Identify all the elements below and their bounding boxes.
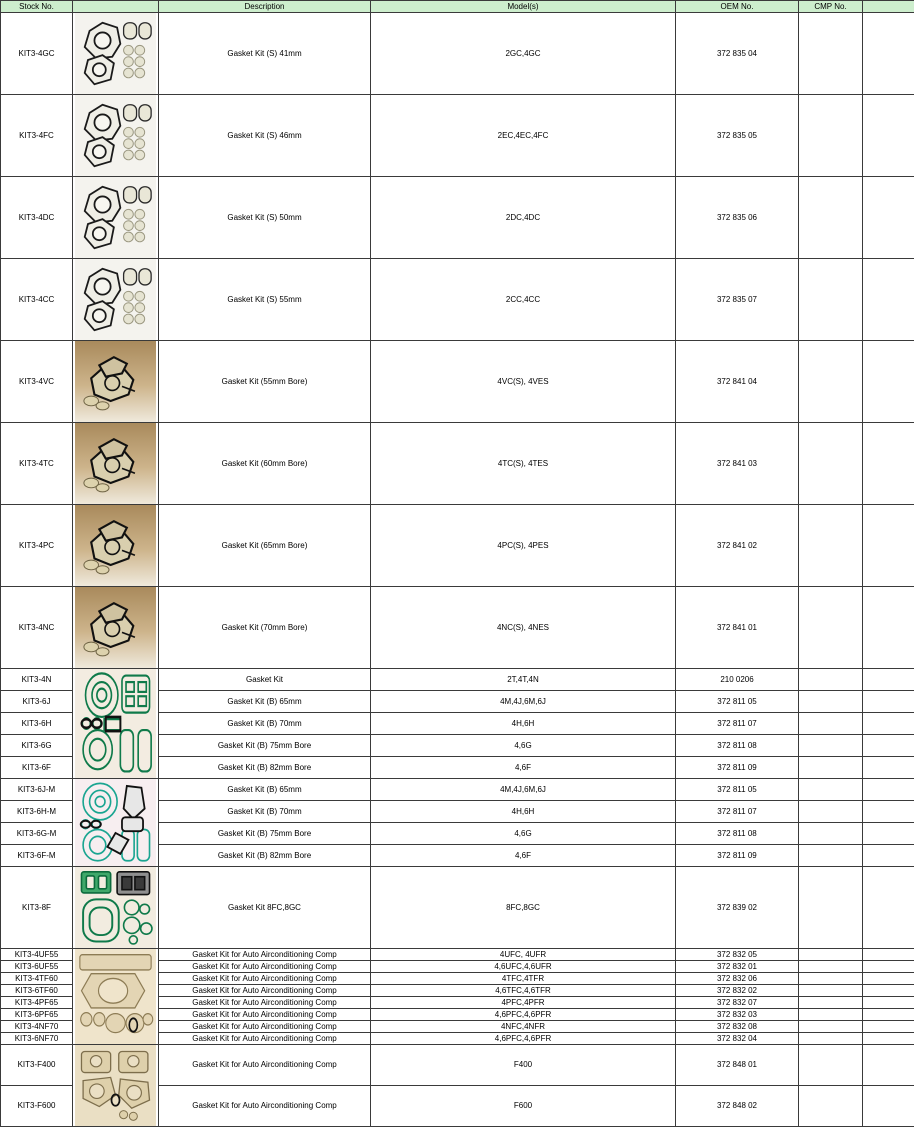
cell-oem-no: 372 841 02: [676, 505, 799, 587]
table-row: [1, 95, 914, 177]
cell-models: 4,6PFC,4,6PFR: [371, 1033, 676, 1045]
cell-stock-no: KIT3-F600: [1, 1086, 73, 1127]
cell-extra: [863, 341, 914, 423]
cell-models: 4TC(S), 4TES: [371, 423, 676, 505]
cell-oem-no: 372 835 04: [676, 13, 799, 95]
product-thumbnail: [73, 341, 159, 423]
cell-cmp-no: [799, 587, 863, 669]
cell-models: 4H,6H: [371, 713, 676, 735]
cell-models: 4TFC,4TFR: [371, 973, 676, 985]
gasket-kit-bore-tan-image: [75, 505, 156, 586]
cell-extra: [863, 587, 914, 669]
cell-oem-no: 372 811 07: [676, 801, 799, 823]
column-header-image: [73, 1, 159, 13]
cell-stock-no: KIT3-4PC: [1, 505, 73, 587]
cell-oem-no: 372 832 06: [676, 973, 799, 985]
cell-models: 4M,4J,6M,6J: [371, 779, 676, 801]
cell-oem-no: 372 832 02: [676, 985, 799, 997]
table-row: [1, 505, 914, 587]
cell-stock-no: KIT3-4TC: [1, 423, 73, 505]
column-header-extra: [863, 1, 914, 13]
cell-stock-no: KIT3-6F-M: [1, 845, 73, 867]
cell-models: F600: [371, 1086, 676, 1127]
cell-description: Gasket Kit (S) 46mm: [159, 95, 371, 177]
cell-extra: [863, 867, 914, 949]
cell-models: 8FC,8GC: [371, 867, 676, 949]
cell-cmp-no: [799, 1033, 863, 1045]
cell-cmp-no: [799, 985, 863, 997]
cell-models: 2T,4T,4N: [371, 669, 676, 691]
column-header-cmp-no: CMP No.: [799, 1, 863, 13]
cell-oem-no: 372 811 07: [676, 713, 799, 735]
cell-models: 4NFC,4NFR: [371, 1021, 676, 1033]
cell-stock-no: KIT3-4NF70: [1, 1021, 73, 1033]
cell-models: 4,6F: [371, 845, 676, 867]
gasket-kit-8f-green-image: [75, 867, 156, 948]
column-header-description: Description: [159, 1, 371, 13]
cell-oem-no: 372 841 04: [676, 341, 799, 423]
cell-extra: [863, 757, 914, 779]
cell-oem-no: 372 832 08: [676, 1021, 799, 1033]
cell-cmp-no: [799, 95, 863, 177]
cell-oem-no: 372 811 09: [676, 845, 799, 867]
table-row: [1, 177, 914, 259]
cell-cmp-no: [799, 845, 863, 867]
gasket-kit-bore-tan-image: [75, 423, 156, 504]
header-row: [1, 1, 914, 13]
cell-models: 2EC,4EC,4FC: [371, 95, 676, 177]
cell-cmp-no: [799, 177, 863, 259]
gasket-kit-ac-tan-image: [75, 949, 156, 1044]
cell-models: F400: [371, 1045, 676, 1086]
cell-stock-no: KIT3-6G: [1, 735, 73, 757]
cell-extra: [863, 13, 914, 95]
cell-models: 4,6F: [371, 757, 676, 779]
cell-cmp-no: [799, 13, 863, 95]
cell-oem-no: 210 0206: [676, 669, 799, 691]
cell-oem-no: 372 839 02: [676, 867, 799, 949]
cell-description: Gasket Kit for Auto Airconditioning Comp: [159, 1086, 371, 1127]
cell-models: 4,6UFC,4,6UFR: [371, 961, 676, 973]
cell-extra: [863, 259, 914, 341]
product-thumbnail-ac-set: [73, 949, 159, 1045]
cell-extra: [863, 949, 914, 961]
cell-description: Gasket Kit 8FC,8GC: [159, 867, 371, 949]
cell-stock-no: KIT3-6J-M: [1, 779, 73, 801]
cell-description: Gasket Kit (B) 70mm: [159, 713, 371, 735]
cell-cmp-no: [799, 949, 863, 961]
cell-description: Gasket Kit (S) 41mm: [159, 13, 371, 95]
cell-oem-no: 372 811 05: [676, 691, 799, 713]
cell-stock-no: KIT3-6H: [1, 713, 73, 735]
cell-cmp-no: [799, 757, 863, 779]
cell-stock-no: KIT3-6NF70: [1, 1033, 73, 1045]
cell-stock-no: KIT3-6TF60: [1, 985, 73, 997]
product-thumbnail: [73, 867, 159, 949]
table-row: [1, 779, 914, 801]
product-thumbnail: [73, 13, 159, 95]
cell-stock-no: KIT3-6UF55: [1, 961, 73, 973]
cell-oem-no: 372 811 05: [676, 779, 799, 801]
cell-extra: [863, 735, 914, 757]
gasket-kit-s-white-image: [75, 259, 156, 340]
cell-stock-no: KIT3-8F: [1, 867, 73, 949]
table-row: [1, 669, 914, 691]
cell-cmp-no: [799, 961, 863, 973]
cell-models: 2GC,4GC: [371, 13, 676, 95]
cell-cmp-no: [799, 505, 863, 587]
cell-extra: [863, 423, 914, 505]
cell-description: Gasket Kit (B) 65mm: [159, 779, 371, 801]
cell-extra: [863, 1033, 914, 1045]
cell-cmp-no: [799, 669, 863, 691]
cell-stock-no: KIT3-4PF65: [1, 997, 73, 1009]
cell-cmp-no: [799, 259, 863, 341]
cell-oem-no: 372 835 07: [676, 259, 799, 341]
cell-models: 2DC,4DC: [371, 177, 676, 259]
cell-description: Gasket Kit (B) 75mm Bore: [159, 735, 371, 757]
cell-extra: [863, 713, 914, 735]
cell-stock-no: KIT3-6J: [1, 691, 73, 713]
cell-description: Gasket Kit for Auto Airconditioning Comp: [159, 949, 371, 961]
cell-models: 4PFC,4PFR: [371, 997, 676, 1009]
column-header-stock-no: Stock No.: [1, 1, 73, 13]
cell-models: 4,6G: [371, 823, 676, 845]
cell-oem-no: 372 835 05: [676, 95, 799, 177]
cell-cmp-no: [799, 997, 863, 1009]
cell-stock-no: KIT3-4VC: [1, 341, 73, 423]
cell-models: 4NC(S), 4NES: [371, 587, 676, 669]
cell-cmp-no: [799, 691, 863, 713]
table-row: [1, 13, 914, 95]
gasket-kit-bore-tan-image: [75, 341, 156, 422]
cell-cmp-no: [799, 1086, 863, 1127]
cell-cmp-no: [799, 713, 863, 735]
cell-cmp-no: [799, 341, 863, 423]
cell-oem-no: 372 832 04: [676, 1033, 799, 1045]
cell-cmp-no: [799, 1009, 863, 1021]
cell-oem-no: 372 832 05: [676, 949, 799, 961]
cell-stock-no: KIT3-4TF60: [1, 973, 73, 985]
cell-stock-no: KIT3-4GC: [1, 13, 73, 95]
table-header: [1, 1, 914, 13]
cell-extra: [863, 177, 914, 259]
cell-description: Gasket Kit: [159, 669, 371, 691]
product-thumbnail: [73, 505, 159, 587]
cell-description: Gasket Kit for Auto Airconditioning Comp: [159, 1021, 371, 1033]
cell-cmp-no: [799, 1021, 863, 1033]
cell-extra: [863, 505, 914, 587]
cell-cmp-no: [799, 801, 863, 823]
product-thumbnail-f-set: [73, 1045, 159, 1127]
cell-oem-no: 372 832 07: [676, 997, 799, 1009]
table-row: [1, 341, 914, 423]
cell-extra: [863, 1009, 914, 1021]
cell-description: Gasket Kit (60mm Bore): [159, 423, 371, 505]
gasket-kit-s-white-image: [75, 13, 156, 94]
gasket-kit-green-set-m-image: [75, 779, 156, 866]
cell-description: Gasket Kit (S) 50mm: [159, 177, 371, 259]
cell-description: Gasket Kit (S) 55mm: [159, 259, 371, 341]
cell-description: Gasket Kit (B) 70mm: [159, 801, 371, 823]
cell-stock-no: KIT3-6F: [1, 757, 73, 779]
cell-description: Gasket Kit (B) 82mm Bore: [159, 845, 371, 867]
cell-oem-no: 372 841 01: [676, 587, 799, 669]
cell-stock-no: KIT3-4NC: [1, 587, 73, 669]
cell-extra: [863, 1021, 914, 1033]
column-header-models: Model(s): [371, 1, 676, 13]
cell-models: 4VC(S), 4VES: [371, 341, 676, 423]
cell-stock-no: KIT3-4FC: [1, 95, 73, 177]
cell-extra: [863, 95, 914, 177]
product-thumbnail-green-set-1: [73, 669, 159, 779]
cell-stock-no: KIT3-6PF65: [1, 1009, 73, 1021]
cell-description: Gasket Kit for Auto Airconditioning Comp: [159, 1033, 371, 1045]
gasket-kit-bore-tan-image: [75, 587, 156, 668]
table-row: [1, 259, 914, 341]
cell-extra: [863, 1045, 914, 1086]
cell-oem-no: 372 832 01: [676, 961, 799, 973]
cell-cmp-no: [799, 1045, 863, 1086]
product-thumbnail: [73, 423, 159, 505]
gasket-kit-s-white-image: [75, 177, 156, 258]
cell-description: Gasket Kit for Auto Airconditioning Comp: [159, 997, 371, 1009]
table-row: [1, 423, 914, 505]
cell-stock-no: KIT3-6H-M: [1, 801, 73, 823]
cell-models: 4,6PFC,4,6PFR: [371, 1009, 676, 1021]
gasket-kit-s-white-image: [75, 95, 156, 176]
cell-oem-no: 372 848 01: [676, 1045, 799, 1086]
cell-stock-no: KIT3-6G-M: [1, 823, 73, 845]
cell-description: Gasket Kit (55mm Bore): [159, 341, 371, 423]
cell-stock-no: KIT3-F400: [1, 1045, 73, 1086]
cell-models: 4M,4J,6M,6J: [371, 691, 676, 713]
column-header-oem-no: OEM No.: [676, 1, 799, 13]
cell-extra: [863, 779, 914, 801]
gasket-kit-green-set-image: [75, 669, 156, 778]
cell-cmp-no: [799, 779, 863, 801]
cell-models: 4PC(S), 4PES: [371, 505, 676, 587]
cell-models: 4UFC, 4UFR: [371, 949, 676, 961]
table-body: [1, 13, 914, 1127]
cell-stock-no: KIT3-4N: [1, 669, 73, 691]
cell-models: 2CC,4CC: [371, 259, 676, 341]
cell-oem-no: 372 811 08: [676, 823, 799, 845]
cell-models: 4H,6H: [371, 801, 676, 823]
cell-extra: [863, 961, 914, 973]
cell-oem-no: 372 841 03: [676, 423, 799, 505]
product-thumbnail-green-set-2: [73, 779, 159, 867]
cell-cmp-no: [799, 973, 863, 985]
cell-models: 4,6G: [371, 735, 676, 757]
cell-description: Gasket Kit for Auto Airconditioning Comp: [159, 973, 371, 985]
cell-stock-no: KIT3-4CC: [1, 259, 73, 341]
cell-description: Gasket Kit (70mm Bore): [159, 587, 371, 669]
table-row: [1, 1045, 914, 1086]
cell-extra: [863, 823, 914, 845]
cell-extra: [863, 845, 914, 867]
cell-oem-no: 372 832 03: [676, 1009, 799, 1021]
cell-description: Gasket Kit (B) 82mm Bore: [159, 757, 371, 779]
cell-extra: [863, 691, 914, 713]
product-thumbnail: [73, 95, 159, 177]
product-thumbnail: [73, 259, 159, 341]
cell-models: 4,6TFC,4,6TFR: [371, 985, 676, 997]
cell-stock-no: KIT3-4DC: [1, 177, 73, 259]
table-row: [1, 587, 914, 669]
cell-description: Gasket Kit for Auto Airconditioning Comp: [159, 1045, 371, 1086]
cell-oem-no: 372 835 06: [676, 177, 799, 259]
cell-stock-no: KIT3-4UF55: [1, 949, 73, 961]
cell-oem-no: 372 811 08: [676, 735, 799, 757]
cell-description: Gasket Kit for Auto Airconditioning Comp: [159, 985, 371, 997]
cell-cmp-no: [799, 867, 863, 949]
cell-extra: [863, 985, 914, 997]
cell-extra: [863, 973, 914, 985]
cell-cmp-no: [799, 735, 863, 757]
cell-extra: [863, 997, 914, 1009]
cell-extra: [863, 801, 914, 823]
cell-extra: [863, 1086, 914, 1127]
cell-description: Gasket Kit (65mm Bore): [159, 505, 371, 587]
product-thumbnail: [73, 177, 159, 259]
cell-oem-no: 372 848 02: [676, 1086, 799, 1127]
table-row: [1, 867, 914, 949]
cell-cmp-no: [799, 823, 863, 845]
cell-description: Gasket Kit for Auto Airconditioning Comp: [159, 1009, 371, 1021]
cell-description: Gasket Kit (B) 65mm: [159, 691, 371, 713]
gasket-kit-f-tan-image: [75, 1045, 156, 1126]
cell-oem-no: 372 811 09: [676, 757, 799, 779]
cell-cmp-no: [799, 423, 863, 505]
cell-description: Gasket Kit (B) 75mm Bore: [159, 823, 371, 845]
cell-extra: [863, 669, 914, 691]
product-thumbnail: [73, 587, 159, 669]
cell-description: Gasket Kit for Auto Airconditioning Comp: [159, 961, 371, 973]
table-row: [1, 949, 914, 961]
